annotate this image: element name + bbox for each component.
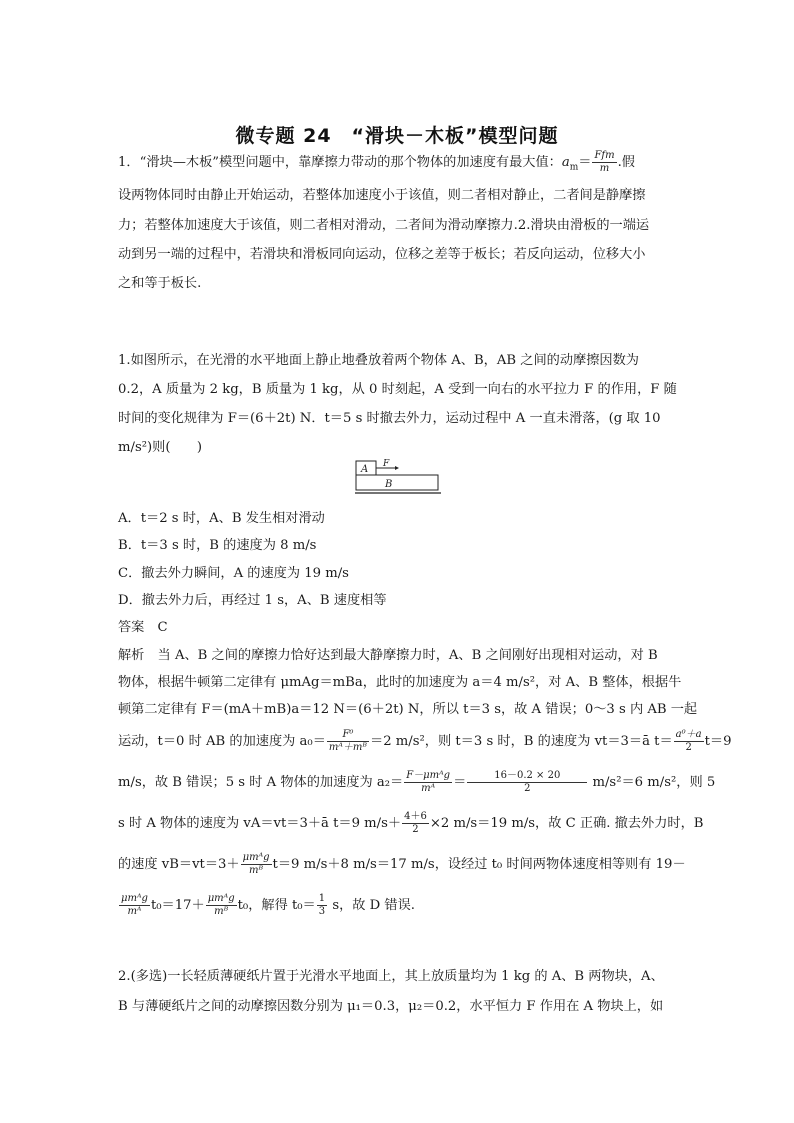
- q1-line-4: m/s²)则( ): [118, 440, 202, 455]
- force-label: F: [383, 459, 390, 469]
- option-d: D．撤去外力后，再经过 1 s，A、B 速度相等: [118, 593, 387, 608]
- fraction-b-accel: $\frac{\text{μmᴬg}}{\text{mᴮ}}$: [242, 852, 270, 876]
- solution-line-1: 解析 当 A、B 之间的摩擦力恰好达到最大静摩擦力时，A、B 之间刚好出现相对运动，对 B: [118, 648, 658, 663]
- fraction-a-decel: $\frac{\text{μmᴬg}}{\text{mᴬ}}$: [121, 893, 148, 917]
- q1-line-3: 时间的变化规律为 F＝(6＋2t) N．t＝5 s 时撤去外力，运动过程中 A 一直未滑落，(g 取 10: [118, 411, 661, 426]
- solution-line-2: 物体，根据牛顿第二定律有 μmAg＝mBa，此时的加速度为 a＝4 m/s²，对 A、B 整体，根据牛: [118, 675, 682, 690]
- answer-line: 答案 C: [118, 620, 168, 635]
- solution-line-3: 顿第二定律有 F＝(mA＋mB)a＝12 N＝(6＋2t) N，所以 t＝3 s，故 A 错误；0～3 s 内 AB 一起: [118, 702, 698, 717]
- q2-line-1: 2.(多选)一长轻质薄硬纸片置于光滑水平地面上，其上放质量均为 1 kg 的 A、B 两物块，A、: [118, 969, 664, 984]
- fraction-avg-accel: $\frac{\text{a⁰＋a}}{2}$: [675, 729, 702, 753]
- option-a: A．t＝2 s 时，A、B 发生相对滑动: [118, 511, 325, 526]
- solution-line-4: 运动，t＝0 时 AB 的加速度为 a₀＝ $\frac{\text{F⁰}}{\text{mᴬ＋mᴮ}}$ ＝2 m/s²，则 t＝3 s 时，B 的速度为 vt＝3＝ā t＝ $\frac{\text{a⁰＋a}}{2}$ t＝9: [118, 729, 732, 753]
- fraction-a2-numeric: $\frac{16-0.2 \times 20}{2}$: [467, 770, 587, 795]
- max-accel-fraction: $\frac{\text{Ffm}}{m}$: [594, 150, 615, 174]
- fraction-t0: $\frac{1}{3}$: [318, 893, 326, 917]
- solution-line-8: $\frac{\text{μmᴬg}}{\text{mᴬ}}$ t₀＝17＋ $\frac{\text{μmᴬg}}{\text{mᴮ}}$ t₀，解得 t₀＝ $\frac{1}{3}$ s，故 D 错误.: [121, 893, 415, 917]
- page-title: 微专题 24 “滑块－木板”模型问题: [235, 125, 559, 147]
- intro-line-5: 之和等于板长.: [118, 276, 202, 291]
- fraction-b-accel-2: $\frac{\text{μmᴬg}}{\text{mᴮ}}$: [207, 893, 235, 917]
- intro-line-2: 设两物体同时由静止开始运动，若整体加速度小于该值，则二者相对静止，二者间是静摩擦: [118, 188, 646, 203]
- force-arrowhead: [395, 466, 399, 470]
- option-c: C．撤去外力瞬间，A 的速度为 19 m/s: [118, 566, 349, 581]
- block-a-label: A: [361, 464, 369, 475]
- board-b-shape: [356, 475, 438, 490]
- intro-line-1: 1．“滑块—木板”模型问题中，靠摩擦力带动的那个物体的加速度有最大值：$a_m=$ $\frac{\text{Ffm}}{m}$ .假: [118, 150, 635, 174]
- solution-line-6: s 时 A 物体的速度为 vA＝vt＝3＋ā t＝9 m/s＋ $\frac{4+6}{2}$ ×2 m/s＝19 m/s，故 C 正确. 撤去外力时，B: [118, 811, 704, 835]
- intro-line-3: 力；若整体加速度大于该值，则二者相对滑动，二者间为滑动摩擦力.2.滑块由滑板的一端运: [118, 218, 650, 233]
- block-on-board-figure: [355, 458, 441, 496]
- q1-line-2: 0.2，A 质量为 2 kg，B 质量为 1 kg，从 0 时刻起，A 受到一向右的水平拉力 F 的作用，F 随: [118, 382, 677, 397]
- q1-line-1: 1.如图所示，在光滑的水平地面上静止地叠放着两个物体 A、B，AB 之间的动摩擦因数为: [118, 353, 639, 368]
- solution-line-5: m/s，故 B 错误；5 s 时 A 物体的加速度为 a₂＝ $\frac{\text{F－μmᴬg}}{\text{mᴬ}}$ ＝ $\frac{16-0.2 \times 20}{2}$ m/s²＝6 m/s²，则 5: [118, 770, 716, 794]
- fraction-mean-accel: $\frac{4+6}{2}$: [404, 811, 427, 835]
- fraction-a0: $\frac{\text{F⁰}}{\text{mᴬ＋mᴮ}}$: [328, 729, 368, 753]
- option-b: B．t＝3 s 时，B 的速度为 8 m/s: [118, 538, 317, 553]
- q2-line-2: B 与薄硬纸片之间的动摩擦因数分别为 μ₁＝0.3，μ₂＝0.2，水平恒力 F 作用在 A 物块上，如: [118, 999, 664, 1014]
- intro-line-4: 动到另一端的过程中，若滑块和滑板同向运动，位移之差等于板长；若反向运动，位移大小: [118, 247, 646, 262]
- solution-line-7: 的速度 vB＝vt＝3＋ $\frac{\text{μmᴬg}}{\text{mᴮ}}$ t＝9 m/s＋8 m/s＝17 m/s，设经过 t₀ 时间两物体速度相等则有 19－: [118, 852, 686, 876]
- board-b-label: B: [385, 479, 393, 490]
- fraction-a2-symbolic: $\frac{\text{F－μmᴬg}}{\text{mᴬ}}$: [406, 770, 451, 794]
